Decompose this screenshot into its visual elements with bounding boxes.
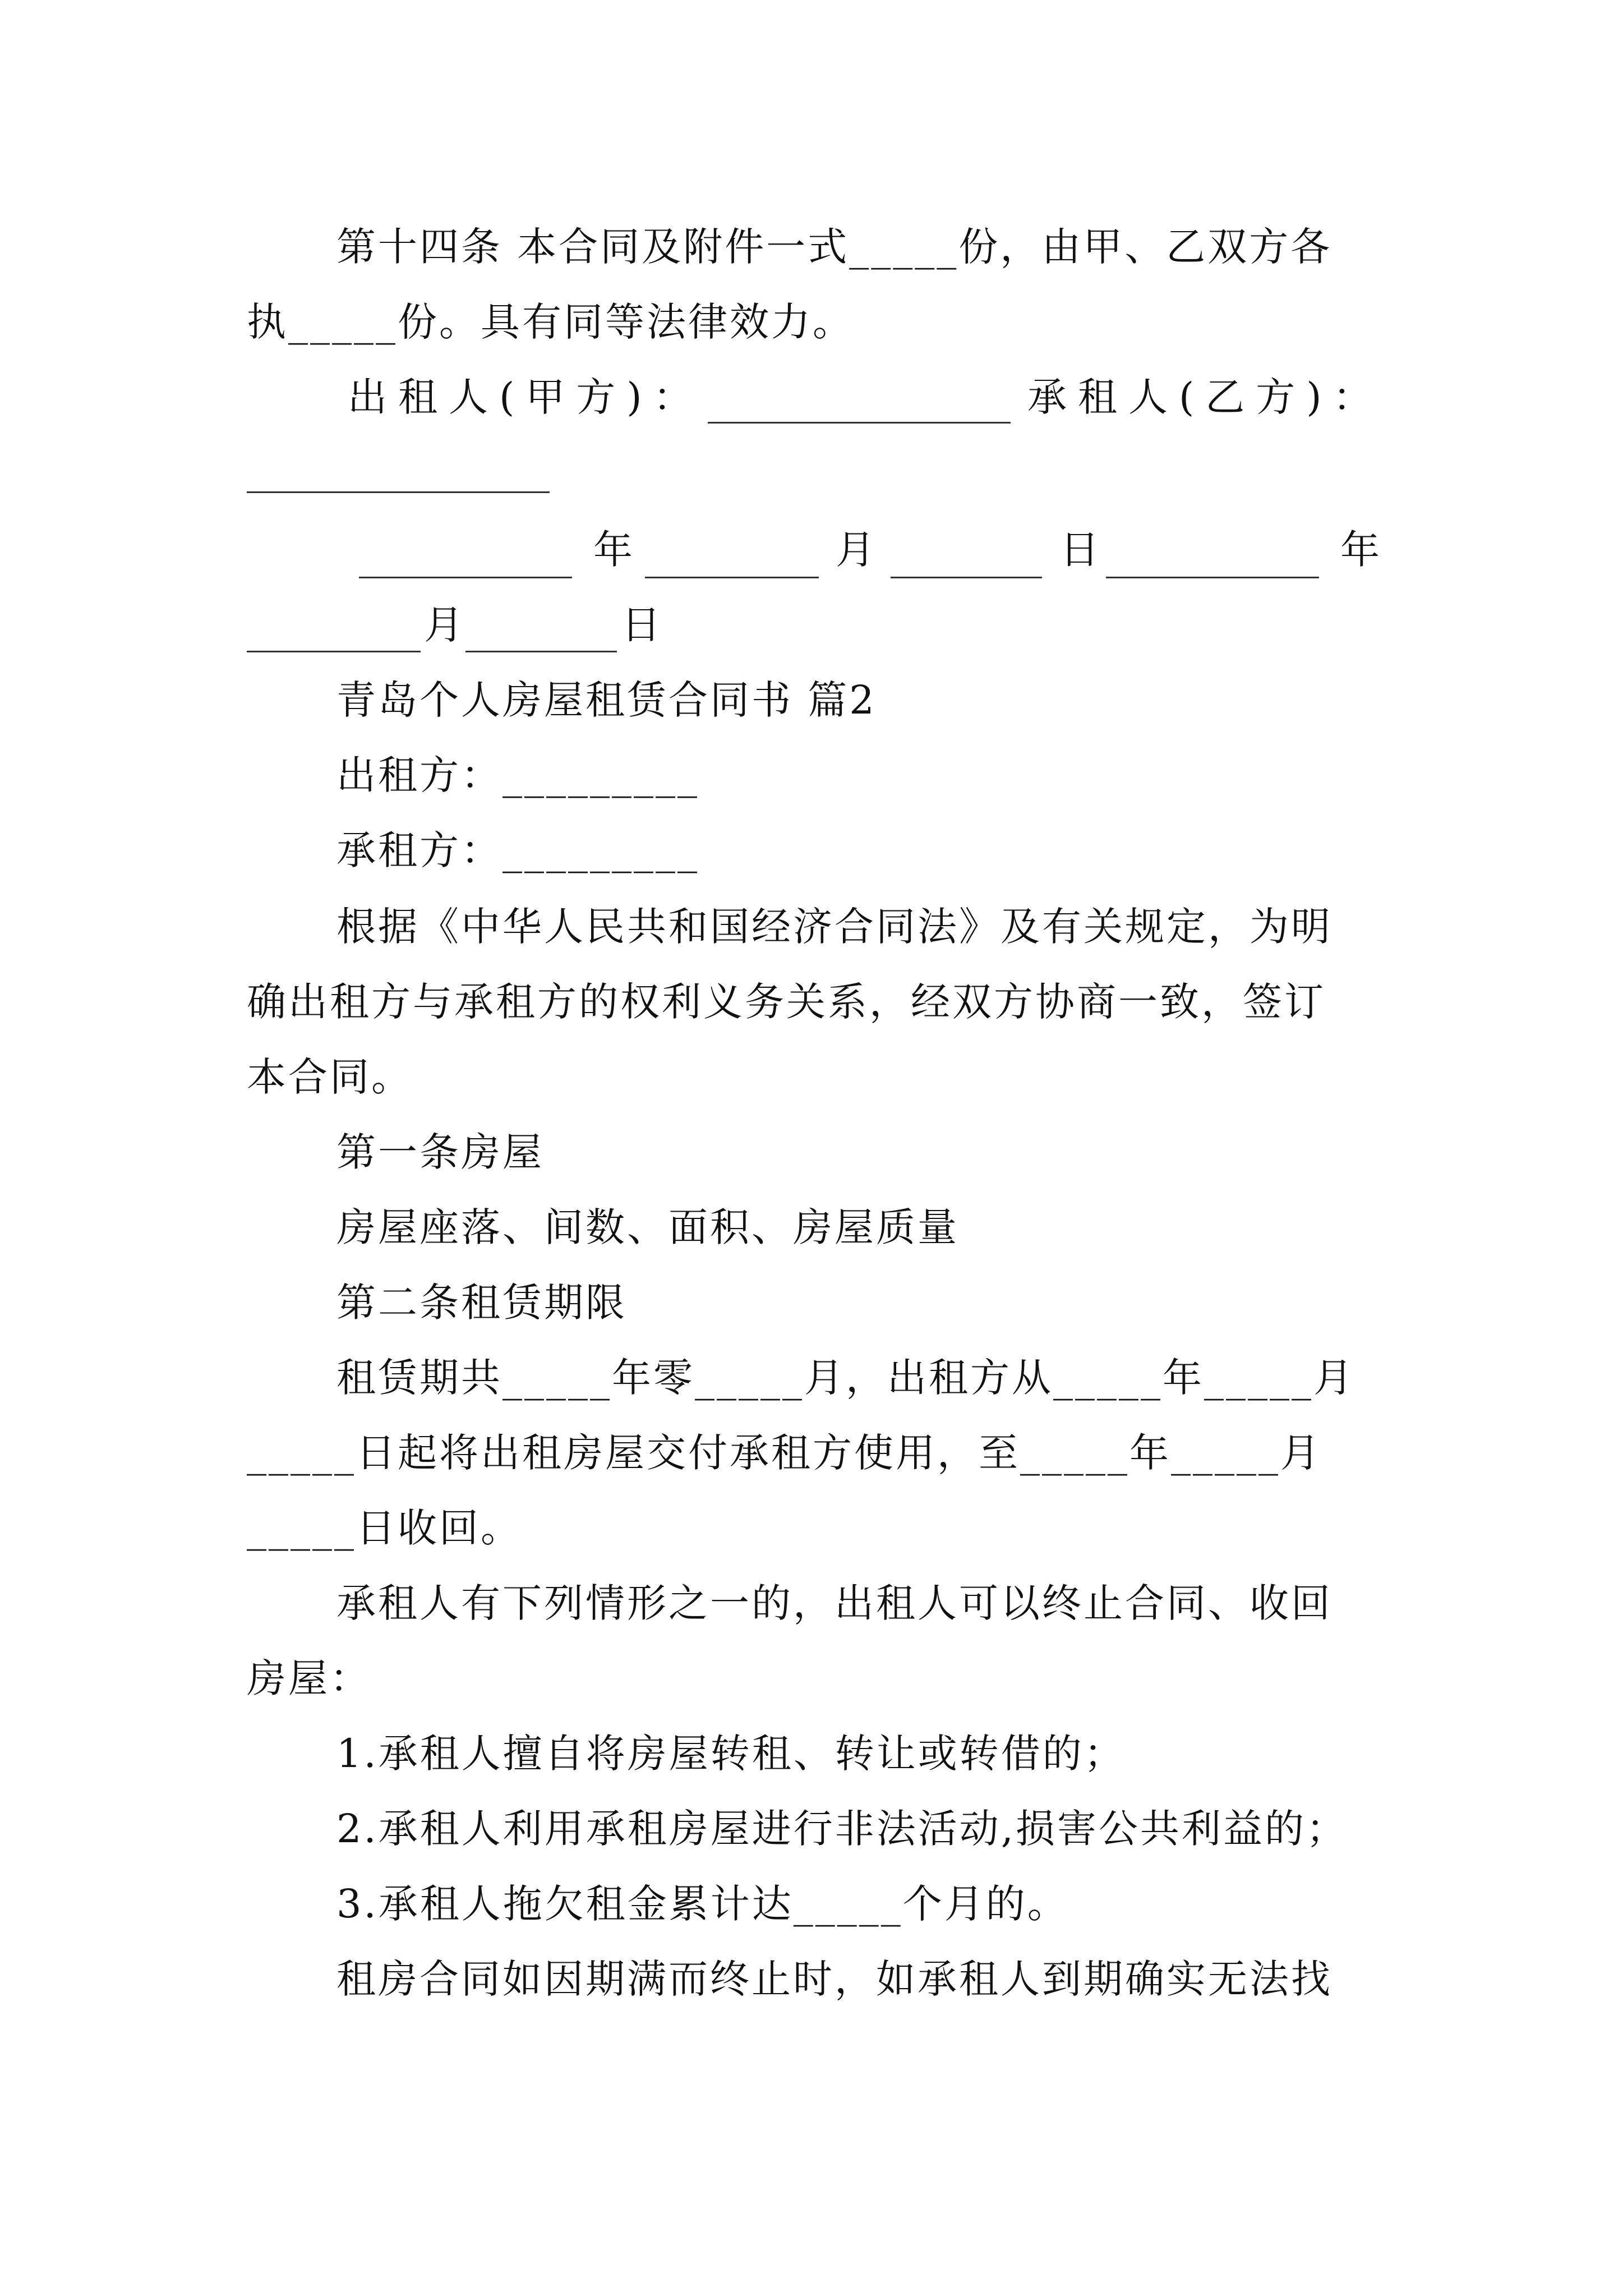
lessee-signature-line <box>247 491 550 493</box>
date-blank <box>645 577 819 578</box>
paragraph-line: 承租人有下列情形之一的，出租人可以终止合同、收回 <box>336 1580 1332 1626</box>
lessor-signature-line <box>708 422 1011 424</box>
list-item: 1.承租人擅自将房屋转租、转让或转借的； <box>336 1731 1126 1777</box>
date-blank <box>247 651 421 652</box>
paragraph-line: 确出租方与承租方的权利义务关系，经双方协商一致，签订 <box>247 979 1326 1025</box>
article-heading: 第一条房屋 <box>336 1129 544 1175</box>
paragraph-line: _____日收回。 <box>247 1505 522 1551</box>
date-month-label: 月 <box>836 527 877 573</box>
list-item: 2.承租人利用承租房屋进行非法活动,损害公共利益的； <box>336 1806 1348 1852</box>
date-month-label: 月 <box>424 602 465 648</box>
paragraph-line: 房屋座落、间数、面积、房屋质量 <box>336 1204 959 1250</box>
lessee-signature-label: 承租人(乙方)： <box>1027 374 1384 420</box>
date-year-label: 年 <box>593 527 635 573</box>
paragraph-line: 房屋： <box>247 1655 371 1701</box>
date-blank <box>359 577 572 578</box>
date-day-label: 日 <box>1060 527 1101 573</box>
paragraph-line: _____日起将出租房屋交付承租方使用，至_____年_____月 <box>247 1430 1322 1476</box>
date-day-label: 日 <box>621 602 663 648</box>
paragraph-line: 执_____份。具有同等法律效力。 <box>247 299 854 345</box>
paragraph-line: 租房合同如因期满而终止时，如承租人到期确实无法找 <box>336 1956 1332 2002</box>
section-heading: 青岛个人房屋租赁合同书 篇2 <box>336 677 877 723</box>
paragraph-line: 根据《中华人民共和国经济合同法》及有关规定，为明 <box>336 904 1332 950</box>
date-year-label: 年 <box>1340 527 1382 573</box>
paragraph-line: 承租方：_________ <box>336 827 699 873</box>
paragraph-line: 租赁期共_____年零_____月，出租方从_____年_____月 <box>336 1355 1355 1401</box>
article-heading: 第二条租赁期限 <box>336 1280 627 1326</box>
paragraph-line: 出租方：_________ <box>336 752 699 798</box>
date-blank <box>891 577 1042 578</box>
date-blank <box>465 651 617 652</box>
paragraph-line: 本合同。 <box>247 1054 413 1100</box>
paragraph-line: 第十四条 本合同及附件一式_____份，由甲、乙双方各 <box>336 224 1332 270</box>
date-blank <box>1106 577 1319 578</box>
lessor-signature-label: 出租人(甲方)： <box>348 374 704 420</box>
list-item: 3.承租人拖欠租金累计达_____个月的。 <box>336 1881 1069 1927</box>
